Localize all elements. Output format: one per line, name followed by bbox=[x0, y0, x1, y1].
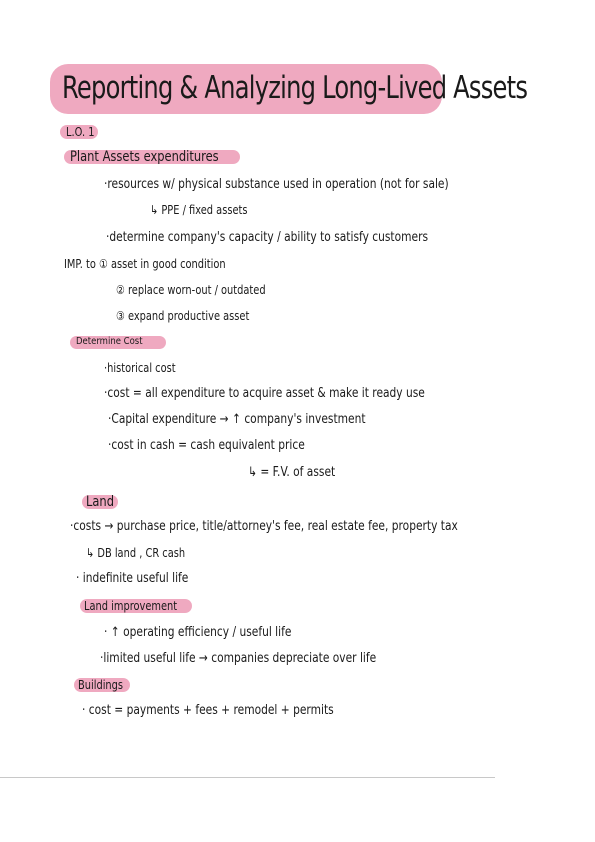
learning-objective-label: L.O. 1 bbox=[66, 125, 95, 139]
note-line: ·resources w/ physical substance used in operation (not for sale) bbox=[104, 177, 449, 192]
note-line: · indefinite useful life bbox=[76, 571, 189, 586]
note-line: ·cost = all expenditure to acquire asset & make it ready use bbox=[104, 386, 425, 401]
note-line: ·Capital expenditure → ↑ company's investment bbox=[108, 412, 366, 427]
note-line: ·limited useful life → companies depreciate over life bbox=[100, 651, 377, 666]
note-line: ↳ DB land , CR cash bbox=[86, 546, 186, 560]
determine-cost-heading: Determine Cost bbox=[76, 336, 143, 347]
land-heading: Land bbox=[86, 494, 114, 510]
note-line: ② replace worn-out / outdated bbox=[116, 283, 266, 297]
note-line: ·determine company's capacity / ability to satisfy customers bbox=[106, 230, 429, 245]
land-improvement-heading: Land improvement bbox=[84, 599, 178, 613]
note-line: ③ expand productive asset bbox=[116, 309, 250, 323]
note-line: ↳ = F.V. of asset bbox=[248, 465, 336, 480]
bottom-rule bbox=[0, 777, 495, 778]
note-line: · cost = payments + fees + remodel + permits bbox=[82, 703, 334, 718]
page-title: Reporting & Analyzing Long-Lived Assets bbox=[62, 70, 528, 106]
note-line: ·historical cost bbox=[104, 361, 176, 375]
note-line: · ↑ operating efficiency / useful life bbox=[104, 625, 292, 640]
note-line: ↳ PPE / fixed assets bbox=[150, 203, 248, 217]
plant-assets-heading: Plant Assets expenditures bbox=[70, 149, 219, 165]
note-line: ·costs → purchase price, title/attorney's fee, real estate fee, property tax bbox=[70, 519, 458, 534]
buildings-heading: Buildings bbox=[78, 678, 124, 692]
note-line: ·cost in cash = cash equivalent price bbox=[108, 438, 305, 453]
note-line: IMP. to ① asset in good condition bbox=[64, 257, 226, 271]
